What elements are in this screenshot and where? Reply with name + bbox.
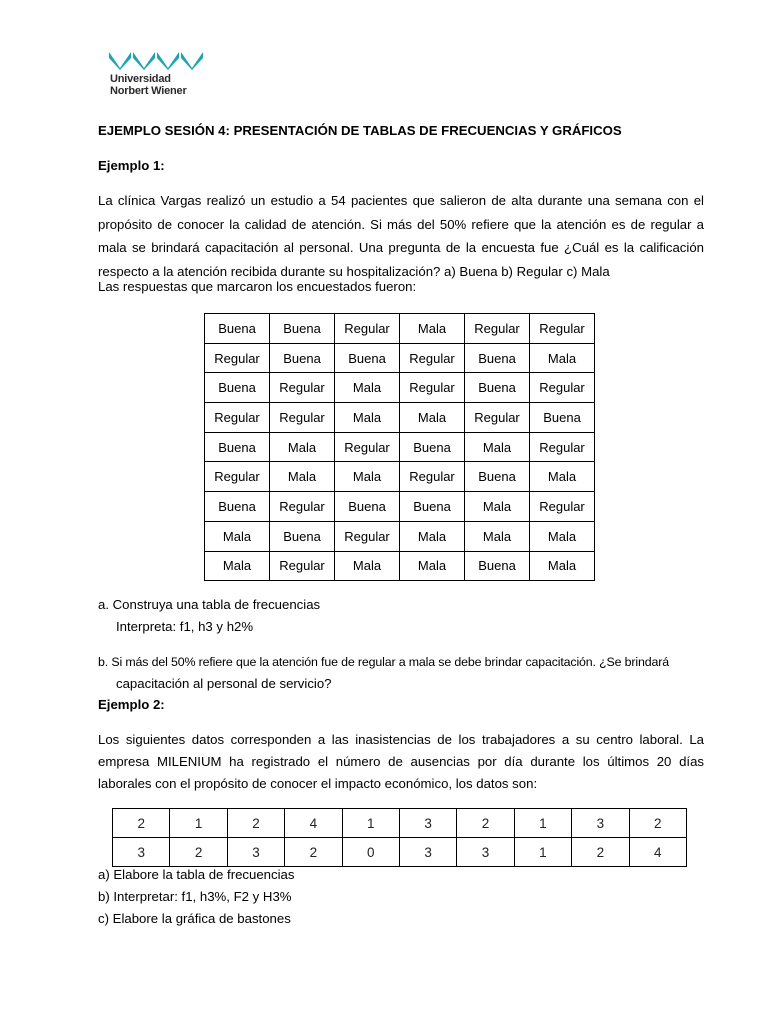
table-cell: Mala bbox=[400, 551, 465, 581]
ejemplo2-heading: Ejemplo 2: bbox=[98, 697, 165, 712]
table-cell: Regular bbox=[400, 373, 465, 403]
table-cell: Mala bbox=[205, 551, 270, 581]
table-cell: 2 bbox=[227, 809, 284, 838]
table-cell: Mala bbox=[335, 462, 400, 492]
table-cell: 2 bbox=[572, 838, 629, 867]
table-row bbox=[205, 314, 595, 344]
table-cell: Buena bbox=[205, 373, 270, 403]
table-cell: 2 bbox=[457, 809, 514, 838]
ejemplo2-paragraph: Los siguientes datos corresponden a las inasistencias de los trabajadores a su centro laboral. La empresa MILENIUM ha registrado el número de ausencias por día durante los últimos 20 días laborales con el propósito de conocer el impacto económico, los datos son: bbox=[98, 732, 704, 791]
ejemplo1-responses-intro: Las respuestas que marcaron los encuestados fueron: bbox=[98, 279, 417, 294]
table-cell: Buena bbox=[205, 432, 270, 462]
logo-line-1: Universidad bbox=[110, 73, 171, 85]
table-cell: 2 bbox=[285, 838, 342, 867]
ejemplo2-question-c: c) Elabore la gráfica de bastones bbox=[98, 911, 291, 926]
logo-line-2: Norbert Wiener bbox=[110, 85, 187, 97]
table-cell: 0 bbox=[342, 838, 399, 867]
table-cell: Regular bbox=[205, 462, 270, 492]
table-cell: 1 bbox=[342, 809, 399, 838]
table-cell: Regular bbox=[400, 343, 465, 373]
table-cell: Buena bbox=[335, 343, 400, 373]
table-cell: Mala bbox=[335, 551, 400, 581]
table-cell: Mala bbox=[465, 432, 530, 462]
table-row bbox=[113, 809, 687, 838]
table-cell: 4 bbox=[285, 809, 342, 838]
table-cell: Buena bbox=[400, 432, 465, 462]
table-cell: Mala bbox=[335, 403, 400, 433]
table-row bbox=[113, 838, 687, 867]
table-cell: Buena bbox=[465, 551, 530, 581]
table-cell: Mala bbox=[400, 521, 465, 551]
table-cell: Regular bbox=[400, 462, 465, 492]
table-cell: Mala bbox=[400, 314, 465, 344]
table-cell: Mala bbox=[530, 462, 595, 492]
ejemplo2-question-a: a) Elabore la tabla de frecuencias bbox=[98, 867, 295, 882]
table-cell: Buena bbox=[335, 492, 400, 522]
table-row bbox=[205, 403, 595, 433]
table-cell: Mala bbox=[205, 521, 270, 551]
table-cell: Regular bbox=[270, 403, 335, 433]
table-cell: Buena bbox=[530, 403, 595, 433]
table-cell: Regular bbox=[465, 403, 530, 433]
table-cell: Buena bbox=[465, 343, 530, 373]
table-cell: Buena bbox=[205, 492, 270, 522]
table-cell: 1 bbox=[170, 809, 227, 838]
table-cell: Regular bbox=[270, 373, 335, 403]
table-cell: Mala bbox=[530, 343, 595, 373]
book-logo-icon bbox=[109, 50, 209, 70]
table-cell: Regular bbox=[335, 432, 400, 462]
table-cell: Mala bbox=[530, 521, 595, 551]
table-cell: Buena bbox=[270, 314, 335, 344]
ejemplo2-question-b: b) Interpretar: f1, h3%, F2 y H3% bbox=[98, 889, 292, 904]
table-cell: 3 bbox=[399, 809, 456, 838]
table-cell: 3 bbox=[113, 838, 170, 867]
table-row bbox=[205, 432, 595, 462]
responses-table bbox=[204, 313, 595, 581]
table-cell: 1 bbox=[514, 809, 571, 838]
table-cell: Regular bbox=[205, 403, 270, 433]
table-cell: Regular bbox=[530, 432, 595, 462]
table-cell: 3 bbox=[399, 838, 456, 867]
table-cell: 1 bbox=[514, 838, 571, 867]
question-a-interpret: Interpreta: f1, h3 y h2% bbox=[116, 619, 254, 634]
table-cell: Regular bbox=[530, 492, 595, 522]
table-cell: Mala bbox=[335, 373, 400, 403]
table-cell: 3 bbox=[572, 809, 629, 838]
ejemplo1-paragraph: La clínica Vargas realizó un estudio a 54 pacientes que salieron de alta durante una semana con el propósito de conocer la calidad de atención. Si más del 50% refiere que la atención es de regular a mala se brindará capacitación al personal. Una pregunta de la encuesta fue ¿Cuál es la calificación respecto a la atención recibida durante su hospitalización? a) Buena b) Regular c) Mala bbox=[98, 193, 704, 279]
university-logo bbox=[109, 50, 219, 100]
table-row bbox=[205, 343, 595, 373]
table-cell: Buena bbox=[270, 521, 335, 551]
table-cell: Regular bbox=[530, 314, 595, 344]
table-cell: Regular bbox=[465, 314, 530, 344]
table-cell: Regular bbox=[335, 314, 400, 344]
table-cell: Mala bbox=[270, 432, 335, 462]
absences-table bbox=[112, 808, 687, 867]
table-cell: 2 bbox=[113, 809, 170, 838]
table-row bbox=[205, 521, 595, 551]
table-cell: Buena bbox=[205, 314, 270, 344]
table-cell: Mala bbox=[270, 462, 335, 492]
table-cell: Buena bbox=[270, 343, 335, 373]
table-cell: Regular bbox=[205, 343, 270, 373]
table-row bbox=[205, 492, 595, 522]
question-b-continuation: capacitación al personal de servicio? bbox=[116, 676, 332, 691]
table-cell: Buena bbox=[465, 373, 530, 403]
ejemplo1-heading: Ejemplo 1: bbox=[98, 158, 165, 173]
table-cell: Mala bbox=[465, 521, 530, 551]
table-cell: Regular bbox=[270, 551, 335, 581]
table-cell: 2 bbox=[170, 838, 227, 867]
table-cell: Buena bbox=[465, 462, 530, 492]
table-cell: 4 bbox=[629, 838, 686, 867]
table-row bbox=[205, 373, 595, 403]
table-cell: Regular bbox=[530, 373, 595, 403]
question-a: a. Construya una tabla de frecuencias bbox=[98, 597, 321, 612]
document-title: EJEMPLO SESIÓN 4: PRESENTACIÓN DE TABLAS DE FRECUENCIAS Y GRÁFICOS bbox=[98, 123, 622, 138]
table-row bbox=[205, 462, 595, 492]
table-cell: 2 bbox=[629, 809, 686, 838]
table-cell: Regular bbox=[335, 521, 400, 551]
question-b: b. Si más del 50% refiere que la atención fue de regular a mala se debe brindar capacitación. ¿Se brindará bbox=[98, 655, 669, 669]
table-cell: Mala bbox=[400, 403, 465, 433]
table-cell: Mala bbox=[465, 492, 530, 522]
table-cell: Regular bbox=[270, 492, 335, 522]
table-cell: Buena bbox=[400, 492, 465, 522]
table-cell: 3 bbox=[227, 838, 284, 867]
table-cell: 3 bbox=[457, 838, 514, 867]
table-row bbox=[205, 551, 595, 581]
table-cell: Mala bbox=[530, 551, 595, 581]
